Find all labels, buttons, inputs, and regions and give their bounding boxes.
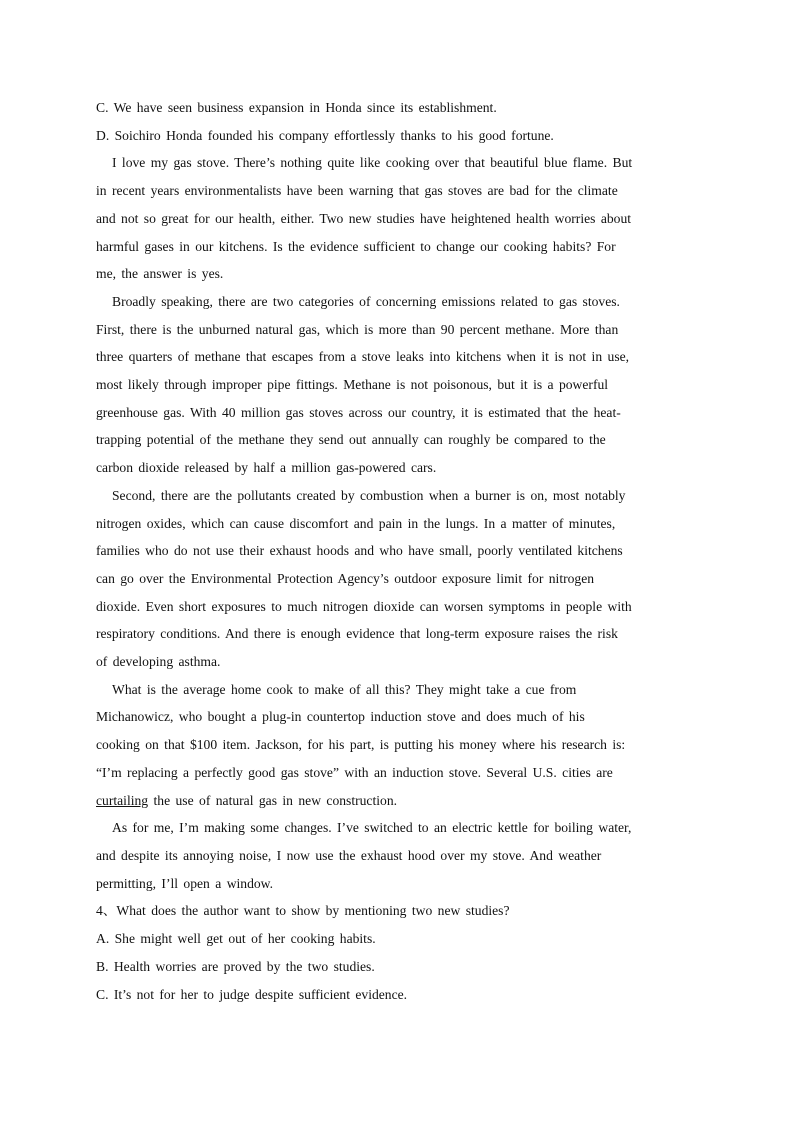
text-line: dioxide. Even short exposures to much nitrogen dioxide can worsen symptoms in people with	[96, 598, 632, 614]
text-line	[96, 787, 694, 815]
text-line: and despite its annoying noise, I now use the exhaust hood over my stove. And weather	[96, 847, 602, 863]
text-line: carbon dioxide released by half a million gas-powered cars.	[96, 460, 437, 476]
paragraph-1	[96, 149, 694, 288]
option-a: A. She might well get out of her cooking habits.	[96, 931, 376, 947]
document-page	[96, 94, 694, 1008]
option-d-prev: D. Soichiro Honda founded his company effortlessly thanks to his good fortune.	[96, 127, 554, 143]
text-line: As for me, I’m making some changes. I’ve switched to an electric kettle for boiling water,	[112, 820, 632, 836]
text-line: in recent years environmentalists have been warning that gas stoves are bad for the climate	[96, 183, 618, 199]
text-line: trapping potential of the methane they send out annually can roughly be compared to the	[96, 432, 606, 448]
question-stem: 4、What does the author want to show by mentioning two new studies?	[96, 903, 510, 919]
text-line: Broadly speaking, there are two categories of concerning emissions related to gas stoves.	[112, 293, 620, 309]
question-4	[96, 897, 694, 1008]
text-line: What is the average home cook to make of all this? They might take a cue from	[112, 681, 577, 697]
text-span: the use of natural gas in new construction.	[148, 792, 398, 808]
text-line: permitting, I’ll open a window.	[96, 875, 274, 891]
text-line: families who do not use their exhaust hoods and who have small, poorly ventilated kitchens	[96, 543, 623, 559]
text-line: Second, there are the pollutants created by combustion when a burner is on, most notably	[112, 487, 626, 503]
paragraph-2	[96, 288, 694, 482]
text-line: of developing asthma.	[96, 654, 221, 670]
text-line: most likely through improper pipe fittings. Methane is not poisonous, but it is a powerful	[96, 377, 609, 393]
text-line: “I’m replacing a perfectly good gas stove” with an induction stove. Several U.S. cities are	[96, 764, 613, 780]
text-line: greenhouse gas. With 40 million gas stoves across our country, it is estimated that the heat-	[96, 404, 621, 420]
text-line: cooking on that $100 item. Jackson, for his part, is putting his money where his research is:	[96, 737, 626, 753]
option-c-prev: C. We have seen business expansion in Honda since its establishment.	[96, 100, 497, 115]
paragraph-4	[96, 676, 694, 815]
text-line: Michanowicz, who bought a plug-in countertop induction stove and does much of his	[96, 709, 585, 725]
text-line: harmful gases in our kitchens. Is the evidence sufficient to change our cooking habits? For	[96, 238, 616, 254]
text-line: three quarters of methane that escapes from a stove leaks into kitchens when it is not in use,	[96, 349, 630, 365]
underlined-word: curtailing	[96, 792, 149, 808]
text-line: me, the answer is yes.	[96, 266, 224, 282]
text-line: I love my gas stove. There’s nothing quite like cooking over that beautiful blue flame. But	[112, 155, 633, 171]
paragraph-3	[96, 482, 694, 676]
option-c: C. It’s not for her to judge despite sufficient evidence.	[96, 986, 408, 1002]
paragraph-5	[96, 814, 694, 897]
text-line: nitrogen oxides, which can cause discomfort and pain in the lungs. In a matter of minutes,	[96, 515, 616, 531]
text-line: respiratory conditions. And there is enough evidence that long-term exposure raises the risk	[96, 626, 618, 642]
text-line: First, there is the unburned natural gas, which is more than 90 percent methane. More than	[96, 321, 619, 337]
option-b: B. Health worries are proved by the two studies.	[96, 958, 375, 974]
text-line: can go over the Environmental Protection Agency’s outdoor exposure limit for nitrogen	[96, 570, 595, 586]
text-line: and not so great for our health, either. Two new studies have heightened health worries about	[96, 210, 632, 226]
